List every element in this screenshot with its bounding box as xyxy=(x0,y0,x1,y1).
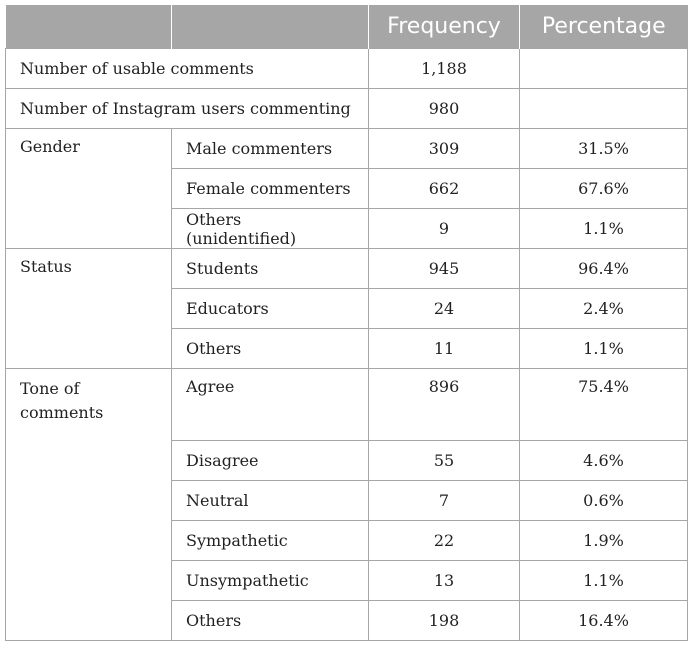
group-label-line: comments xyxy=(20,403,104,422)
row-label: Number of usable comments xyxy=(6,49,369,89)
frequency-cell: 11 xyxy=(369,329,520,369)
frequency-cell: 980 xyxy=(369,89,520,129)
category-cell: Others xyxy=(172,601,369,641)
frequency-cell: 198 xyxy=(369,601,520,641)
group-label-gender: Gender xyxy=(6,129,172,249)
percentage-cell: 1.1% xyxy=(520,329,688,369)
header-frequency: Frequency xyxy=(369,5,520,49)
table-row xyxy=(6,369,688,441)
percentage-cell xyxy=(520,89,688,129)
table-row xyxy=(6,129,688,169)
frequency-cell: 309 xyxy=(369,129,520,169)
header-percentage: Percentage xyxy=(520,5,688,49)
percentage-cell: 16.4% xyxy=(520,601,688,641)
frequency-cell: 896 xyxy=(369,369,520,441)
header-row xyxy=(6,5,688,49)
table-row xyxy=(6,89,688,129)
percentage-cell: 1.1% xyxy=(520,561,688,601)
category-cell: Others xyxy=(172,329,369,369)
frequency-cell: 22 xyxy=(369,521,520,561)
frequency-cell: 9 xyxy=(369,209,520,249)
header-blank-1 xyxy=(6,5,172,49)
percentage-cell: 96.4% xyxy=(520,249,688,289)
frequency-cell: 945 xyxy=(369,249,520,289)
percentage-cell: 67.6% xyxy=(520,169,688,209)
category-cell: Sympathetic xyxy=(172,521,369,561)
frequency-cell: 1,188 xyxy=(369,49,520,89)
category-cell: Male commenters xyxy=(172,129,369,169)
table-row xyxy=(6,49,688,89)
category-cell: Unsympathetic xyxy=(172,561,369,601)
group-label-line: Tone of xyxy=(20,379,80,398)
statistics-table xyxy=(5,5,688,641)
category-cell: Agree xyxy=(172,369,369,441)
header-blank-2 xyxy=(172,5,369,49)
table-row xyxy=(6,249,688,289)
percentage-cell: 1.9% xyxy=(520,521,688,561)
percentage-cell: 2.4% xyxy=(520,289,688,329)
category-cell: Disagree xyxy=(172,441,369,481)
category-cell: Others (unidentified) xyxy=(172,209,369,249)
percentage-cell: 1.1% xyxy=(520,209,688,249)
group-label-status: Status xyxy=(6,249,172,369)
percentage-cell xyxy=(520,49,688,89)
percentage-cell: 31.5% xyxy=(520,129,688,169)
percentage-cell: 4.6% xyxy=(520,441,688,481)
frequency-cell: 24 xyxy=(369,289,520,329)
row-label: Number of Instagram users commenting xyxy=(6,89,369,129)
frequency-cell: 7 xyxy=(369,481,520,521)
group-label-tone xyxy=(6,369,172,641)
category-cell: Educators xyxy=(172,289,369,329)
frequency-cell: 55 xyxy=(369,441,520,481)
category-cell: Neutral xyxy=(172,481,369,521)
frequency-cell: 13 xyxy=(369,561,520,601)
frequency-cell: 662 xyxy=(369,169,520,209)
category-cell: Female commenters xyxy=(172,169,369,209)
percentage-cell: 75.4% xyxy=(520,369,688,441)
category-cell: Students xyxy=(172,249,369,289)
percentage-cell: 0.6% xyxy=(520,481,688,521)
